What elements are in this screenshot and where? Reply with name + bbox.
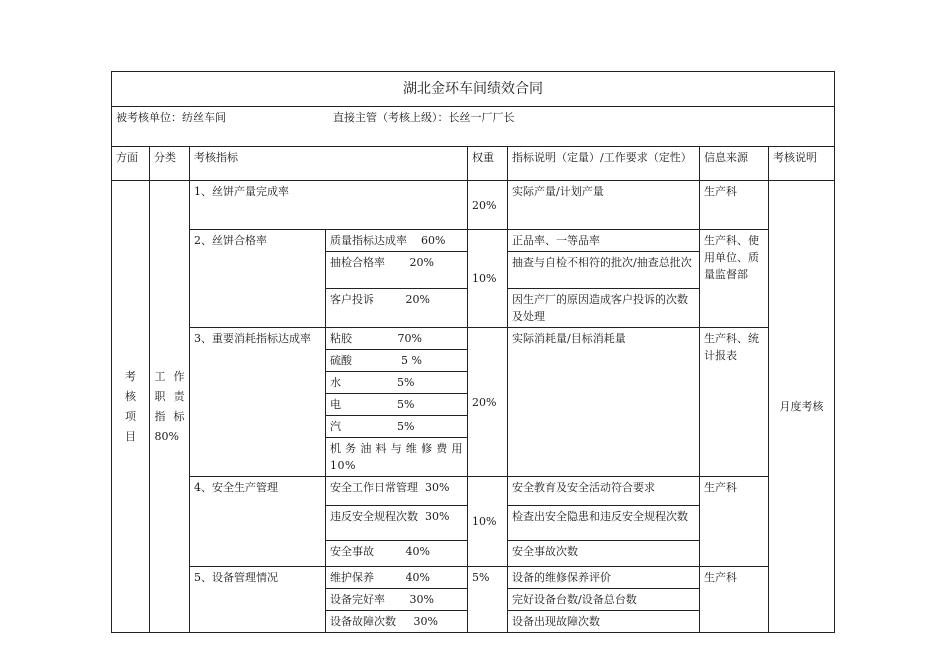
aspect-value: 考核项目	[125, 369, 136, 443]
item-2-sub-1: 质量指标达成率 60%	[326, 230, 468, 252]
performance-contract-sheet	[111, 71, 834, 628]
header-category: 分类	[150, 147, 190, 181]
aspect-cell	[112, 181, 150, 633]
item-1-weight: 20%	[468, 181, 508, 230]
item-5-desc-3: 设备出现故障次数	[508, 611, 700, 633]
item-5-desc-1: 设备的维修保养评价	[508, 567, 700, 589]
item-5-weight: 5%	[468, 567, 508, 633]
item-3-source: 生产科、统计报表	[700, 328, 769, 477]
category-cell	[150, 181, 190, 633]
item-4-sub-3: 安全事故 40%	[326, 541, 468, 567]
item-2-sub-3: 客户投诉 20%	[326, 289, 468, 328]
item-3-sub-4: 电 5%	[326, 394, 468, 416]
item-1-description: 实际产量/计划产量	[508, 181, 700, 230]
item-5-source: 生产科	[700, 567, 769, 633]
item-5-sub-3: 设备故障次数 30%	[326, 611, 468, 633]
item-3-sub-6: 机务油料与维修费用 10%	[326, 438, 468, 477]
header-description: 指标说明（定量）/工作要求（定性）	[508, 147, 700, 181]
item-4-source: 生产科	[700, 477, 769, 567]
item-4-weight: 10%	[468, 477, 508, 567]
item-4-sub-2: 违反安全规程次数 30%	[326, 506, 468, 541]
header-weight: 权重	[468, 147, 508, 181]
note-cell: 月度考核	[769, 181, 835, 633]
unit-value: 纺丝车间	[182, 111, 226, 124]
item-5-name: 5、设备管理情况	[190, 567, 326, 633]
unit-label: 被考核单位：	[116, 111, 182, 124]
supervisor-value: 长丝一厂厂长	[448, 111, 515, 124]
item-2-weight: 10%	[468, 230, 508, 328]
item-4-desc-1: 安全教育及安全活动符合要求	[508, 477, 700, 506]
item-3-description: 实际消耗量/目标消耗量	[508, 328, 700, 477]
item-1-source: 生产科	[700, 181, 769, 230]
item-2-sub-2: 抽检合格率 20%	[326, 252, 468, 289]
unit-info-row	[112, 107, 835, 147]
item-3-name: 3、重要消耗指标达成率	[190, 328, 326, 477]
item-5-sub-1: 维护保养 40%	[326, 567, 468, 589]
item-2-desc-2: 抽查与自检不相符的批次/抽查总批次	[508, 252, 700, 289]
item-2-name: 2、丝饼合格率	[190, 230, 326, 328]
header-indicator: 考核指标	[190, 147, 468, 181]
item-3-sub-3: 水 5%	[326, 372, 468, 394]
header-source: 信息来源	[700, 147, 769, 181]
item-3-sub-5: 汽 5%	[326, 416, 468, 438]
item-3-sub-1: 粘胶 70%	[326, 328, 468, 350]
page-title: 湖北金环车间绩效合同	[112, 72, 835, 107]
item-2-source: 生产科、使用单位、质量监督部	[700, 230, 769, 328]
item-3-weight: 20%	[468, 328, 508, 477]
item-4-sub-1: 安全工作日常管理 30%	[326, 477, 468, 506]
item-5-sub-2: 设备完好率 30%	[326, 589, 468, 611]
item-2-desc-3: 因生产厂的原因造成客户投诉的次数及处理	[508, 289, 700, 328]
item-1-name: 1、丝饼产量完成率	[190, 181, 468, 230]
header-aspect: 方面	[112, 147, 150, 181]
item-4-desc-2: 检查出安全隐患和违反安全规程次数	[508, 506, 700, 541]
supervisor-label: 直接主管（考核上级）：	[333, 111, 449, 124]
item-4-desc-3: 安全事故次数	[508, 541, 700, 567]
item-3-sub-2: 硫酸 5 %	[326, 350, 468, 372]
category-value: 工 作 职 责 指标 80%	[154, 369, 185, 443]
item-5-desc-2: 完好设备台数/设备总台数	[508, 589, 700, 611]
item-2-desc-1: 正品率、一等品率	[508, 230, 700, 252]
contract-table	[111, 71, 835, 633]
header-note: 考核说明	[769, 147, 835, 181]
item-4-name: 4、安全生产管理	[190, 477, 326, 567]
